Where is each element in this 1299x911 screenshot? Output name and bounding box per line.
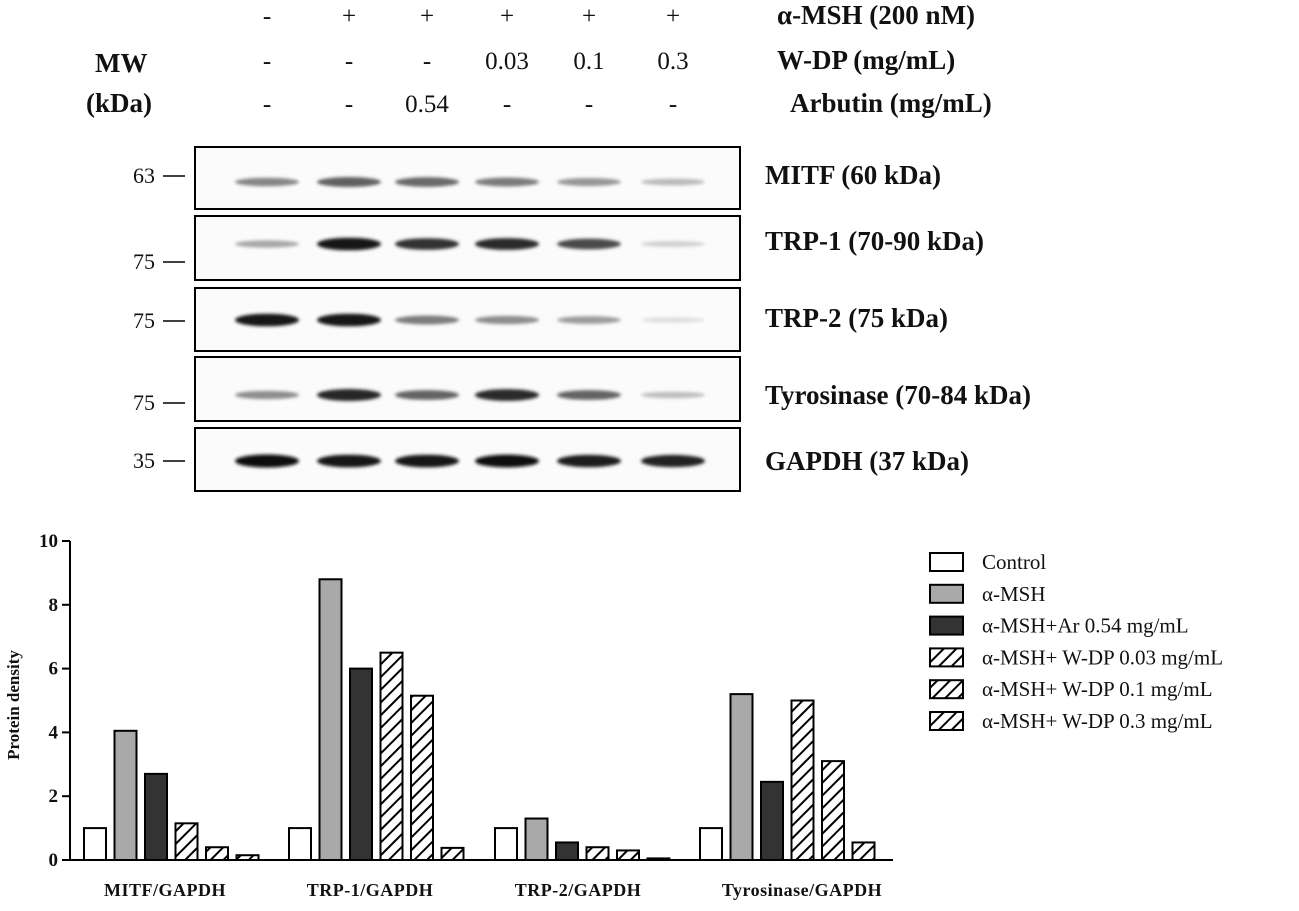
header-row-arbutin: Arbutin (mg/mL) bbox=[790, 88, 992, 118]
mw-marker-label: 75 bbox=[133, 249, 155, 274]
bar-chart bbox=[4, 531, 893, 900]
y-tick-label: 8 bbox=[48, 594, 58, 616]
header-value: + bbox=[499, 3, 515, 30]
blot-band bbox=[557, 455, 621, 467]
blot-band bbox=[641, 179, 705, 186]
y-axis-label: Protein density bbox=[4, 650, 23, 760]
blot-band bbox=[641, 241, 705, 247]
legend-label: α-MSH+ W-DP 0.3 mg/mL bbox=[982, 709, 1213, 733]
blot-band bbox=[641, 392, 705, 399]
blot-band bbox=[317, 177, 381, 187]
blot-band bbox=[317, 455, 381, 468]
bar bbox=[84, 828, 106, 860]
blot-frame bbox=[195, 216, 740, 280]
mw-label: MW bbox=[95, 48, 148, 78]
blot-panel bbox=[133, 147, 941, 209]
header-value: - bbox=[422, 48, 432, 75]
blot-panel bbox=[133, 428, 969, 491]
legend-swatch bbox=[930, 712, 963, 730]
legend-item bbox=[930, 614, 1189, 638]
header-row-msh: α-MSH (200 nM) bbox=[777, 0, 976, 30]
mw-marker-label: 75 bbox=[133, 390, 155, 415]
blot-band bbox=[235, 178, 299, 187]
blot-band bbox=[317, 389, 381, 401]
bar bbox=[237, 855, 259, 860]
protein-label: TRP-2 (75 kDa) bbox=[765, 303, 948, 333]
bar bbox=[289, 828, 311, 860]
mw-marker-label: 63 bbox=[133, 163, 155, 188]
protein-label: Tyrosinase (70-84 kDa) bbox=[765, 380, 1032, 410]
treatment-header bbox=[86, 0, 992, 118]
legend-item bbox=[930, 550, 1046, 574]
bar bbox=[761, 782, 783, 860]
y-tick-label: 0 bbox=[48, 850, 58, 871]
blot-band bbox=[641, 317, 705, 322]
header-value: - bbox=[262, 48, 272, 75]
blot-band bbox=[317, 238, 381, 251]
bar bbox=[617, 850, 639, 860]
header-value: 0.03 bbox=[485, 48, 529, 75]
mw-marker-label: 75 bbox=[133, 308, 155, 333]
blot-band bbox=[395, 238, 459, 250]
legend-item bbox=[930, 645, 1223, 669]
bar bbox=[731, 694, 753, 860]
blot-band bbox=[475, 455, 539, 468]
western-blot-panels bbox=[133, 147, 1031, 491]
kda-label: (kDa) bbox=[86, 88, 152, 118]
blot-band bbox=[475, 238, 539, 250]
legend-label: α-MSH+Ar 0.54 mg/mL bbox=[982, 613, 1189, 638]
bar bbox=[853, 842, 875, 860]
legend-swatch bbox=[930, 617, 963, 635]
blot-band bbox=[557, 239, 621, 250]
bar bbox=[411, 696, 433, 860]
protein-label: GAPDH (37 kDa) bbox=[765, 446, 969, 476]
blot-panel bbox=[133, 216, 984, 280]
bar bbox=[792, 701, 814, 861]
bar bbox=[526, 819, 548, 860]
legend-item bbox=[930, 582, 1046, 606]
header-value: - bbox=[344, 91, 354, 118]
blot-band bbox=[235, 240, 299, 247]
header-value: - bbox=[262, 3, 272, 30]
blot-band bbox=[395, 455, 459, 468]
header-value: - bbox=[502, 91, 512, 118]
blot-band bbox=[395, 316, 459, 325]
header-value: - bbox=[262, 91, 272, 118]
x-category-label: TRP-1/GAPDH bbox=[306, 880, 434, 900]
blot-band bbox=[395, 177, 459, 187]
legend-label: α-MSH+ W-DP 0.03 mg/mL bbox=[982, 645, 1224, 670]
chart-legend bbox=[930, 550, 1223, 733]
blot-panel bbox=[133, 357, 1031, 421]
bar bbox=[320, 579, 342, 860]
bar bbox=[350, 669, 372, 860]
legend-label: Control bbox=[982, 550, 1047, 574]
bar bbox=[176, 823, 198, 860]
blot-band bbox=[235, 455, 299, 468]
legend-label: α-MSH+ W-DP 0.1 mg/mL bbox=[982, 677, 1213, 702]
bar bbox=[587, 847, 609, 860]
x-category-label: TRP-2/GAPDH bbox=[514, 880, 642, 900]
header-value: - bbox=[668, 91, 678, 118]
x-category-label: Tyrosinase/GAPDH bbox=[721, 880, 883, 900]
bar bbox=[822, 761, 844, 860]
header-value: + bbox=[665, 3, 681, 30]
y-tick-label: 4 bbox=[48, 722, 58, 744]
blot-band bbox=[557, 390, 621, 400]
bar bbox=[115, 731, 137, 860]
header-row-wdp: W-DP (mg/mL) bbox=[777, 45, 956, 75]
x-category-label: MITF/GAPDH bbox=[104, 880, 226, 900]
y-tick-label: 2 bbox=[48, 786, 58, 808]
bar bbox=[442, 848, 464, 860]
bar bbox=[145, 774, 167, 860]
header-value: 0.54 bbox=[405, 91, 449, 118]
legend-swatch bbox=[930, 648, 963, 666]
blot-panel bbox=[133, 288, 948, 351]
bar bbox=[206, 847, 228, 860]
blot-band bbox=[395, 390, 459, 400]
legend-item bbox=[930, 677, 1213, 701]
bar bbox=[495, 828, 517, 860]
header-value: - bbox=[344, 48, 354, 75]
blot-band bbox=[475, 316, 539, 324]
legend-label: α-MSH bbox=[982, 581, 1046, 606]
header-value: - bbox=[584, 91, 594, 118]
mw-marker-label: 35 bbox=[133, 448, 155, 473]
bar bbox=[648, 858, 670, 860]
legend-swatch bbox=[930, 553, 963, 571]
blot-band bbox=[557, 316, 621, 324]
legend-swatch bbox=[930, 680, 963, 698]
blot-band bbox=[475, 389, 539, 401]
bar bbox=[556, 842, 578, 860]
blot-band bbox=[475, 178, 539, 187]
blot-band bbox=[317, 314, 381, 327]
bar bbox=[700, 828, 722, 860]
blot-band bbox=[557, 178, 621, 186]
header-value: 0.1 bbox=[573, 48, 605, 75]
legend-item bbox=[930, 709, 1213, 733]
blot-band bbox=[641, 455, 705, 467]
blot-band bbox=[235, 314, 299, 327]
header-value: 0.3 bbox=[657, 48, 689, 75]
legend-swatch bbox=[930, 585, 963, 603]
blot-band bbox=[235, 391, 299, 399]
protein-label: MITF (60 kDa) bbox=[765, 160, 941, 190]
protein-label: TRP-1 (70-90 kDa) bbox=[765, 226, 984, 256]
header-value: + bbox=[419, 3, 435, 30]
header-value: + bbox=[581, 3, 597, 30]
blot-frame bbox=[195, 357, 740, 421]
bar bbox=[381, 653, 403, 860]
header-value: + bbox=[341, 3, 357, 30]
y-tick-label: 10 bbox=[39, 531, 58, 552]
y-tick-label: 6 bbox=[48, 658, 58, 680]
